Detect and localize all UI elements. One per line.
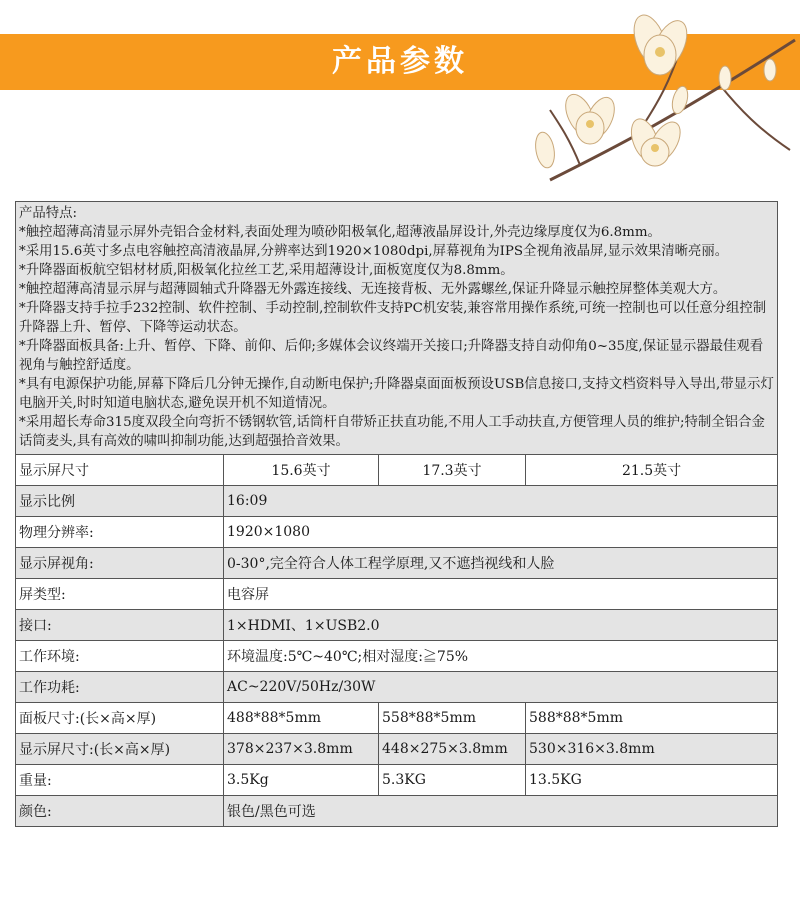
- features-block: [16, 202, 778, 455]
- header-banner: [0, 0, 800, 193]
- feature-item: *触控超薄高清显示屏外壳铝合金材料,表面处理为喷砂阳极氧化,超薄液晶屏设计,外壳边缘厚度仅为6.8mm。: [19, 225, 661, 240]
- spec-value: AC~220V/50Hz/30W: [224, 672, 778, 703]
- spec-label: 工作环境:: [16, 641, 224, 672]
- spec-row-env: [16, 641, 778, 672]
- feature-item: *升降器面板航空铝材材质,阳极氧化拉丝工艺,采用超薄设计,面板宽度仅为8.8mm。: [19, 263, 514, 278]
- spec-table: [15, 201, 778, 827]
- feature-item: *具有电源保护功能,屏幕下降后几分钟无操作,自动断电保护;升降器桌面面板预设USB信息接口,支持文档资料导入导出,带显示灯电脑开关,时时知道电脑状态,避免误开机不知道情况。: [19, 377, 774, 411]
- spec-value: 17.3英寸: [379, 455, 526, 486]
- spec-value: 3.5Kg: [224, 765, 379, 796]
- spec-row-type: [16, 579, 778, 610]
- spec-value: 1920×1080: [224, 517, 778, 548]
- spec-label: 显示屏尺寸: [16, 455, 224, 486]
- spec-value: 电容屏: [224, 579, 778, 610]
- spec-value: 448×275×3.8mm: [379, 734, 526, 765]
- spec-value: 0-30°,完全符合人体工程学原理,又不遮挡视线和人脸: [224, 548, 778, 579]
- spec-label: 面板尺寸:(长×高×厚): [16, 703, 224, 734]
- spec-row-ratio: [16, 486, 778, 517]
- feature-item: *采用超长寿命315度双段全向弯折不锈钢软管,话筒杆自带矫正扶直功能,不用人工手动扶直,方便管理人员的维护;特制全铝合金话筒麦头,具有高效的啸叫抑制功能,达到超强拾音效果。: [19, 415, 765, 449]
- spec-label: 重量:: [16, 765, 224, 796]
- spec-label: 屏类型:: [16, 579, 224, 610]
- spec-row-color: [16, 796, 778, 827]
- page-title: 产品参数: [332, 44, 468, 79]
- spec-row-ports: [16, 610, 778, 641]
- spec-row-angle: [16, 548, 778, 579]
- spec-row-panel: [16, 703, 778, 734]
- spec-label: 显示比例: [16, 486, 224, 517]
- spec-label: 物理分辨率:: [16, 517, 224, 548]
- spec-row-weight: [16, 765, 778, 796]
- spec-row-power: [16, 672, 778, 703]
- spec-value: 21.5英寸: [526, 455, 778, 486]
- feature-item: *触控超薄高清显示屏与超薄圆轴式升降器无外露连接线、无连接背板、无外露螺丝,保证升降显示触控屏整体美观大方。: [19, 282, 727, 297]
- spec-value: 588*88*5mm: [526, 703, 778, 734]
- spec-value: 558*88*5mm: [379, 703, 526, 734]
- spec-value: 16:09: [224, 486, 778, 517]
- spec-value: 13.5KG: [526, 765, 778, 796]
- spec-row-screen: [16, 734, 778, 765]
- spec-value: 15.6英寸: [224, 455, 379, 486]
- spec-label: 颜色:: [16, 796, 224, 827]
- feature-item: *升降器面板具备:上升、暂停、下降、前仰、后仰;多媒体会议终端开关接口;升降器支持自动仰角0~35度,保证显示器最佳观看视角与触控舒适度。: [19, 339, 764, 373]
- features-heading: 产品特点:: [19, 206, 78, 221]
- magnolia-branch-illustration: [520, 0, 800, 193]
- spec-value: 530×316×3.8mm: [526, 734, 778, 765]
- spec-label: 接口:: [16, 610, 224, 641]
- feature-item: *采用15.6英寸多点电容触控高清液晶屏,分辨率达到1920×1080dpi,屏幕视角为IPS全视角液晶屏,显示效果清晰亮丽。: [19, 244, 729, 259]
- spec-label: 工作功耗:: [16, 672, 224, 703]
- spec-value: 378×237×3.8mm: [224, 734, 379, 765]
- spec-row-size: [16, 455, 778, 486]
- spec-value: 488*88*5mm: [224, 703, 379, 734]
- spec-value: 银色/黑色可选: [224, 796, 778, 827]
- spec-label: 显示屏视角:: [16, 548, 224, 579]
- feature-item: *升降器支持手拉手232控制、软件控制、手动控制,控制软件支持PC机安装,兼容常用操作系统,可统一控制也可以任意分组控制升降器上升、暂停、下降等运动状态。: [19, 301, 767, 335]
- spec-row-resolution: [16, 517, 778, 548]
- spec-value: 环境温度:5℃~40℃;相对湿度:≧75%: [224, 641, 778, 672]
- spec-label: 显示屏尺寸:(长×高×厚): [16, 734, 224, 765]
- spec-value: 5.3KG: [379, 765, 526, 796]
- spec-value: 1×HDMI、1×USB2.0: [224, 610, 778, 641]
